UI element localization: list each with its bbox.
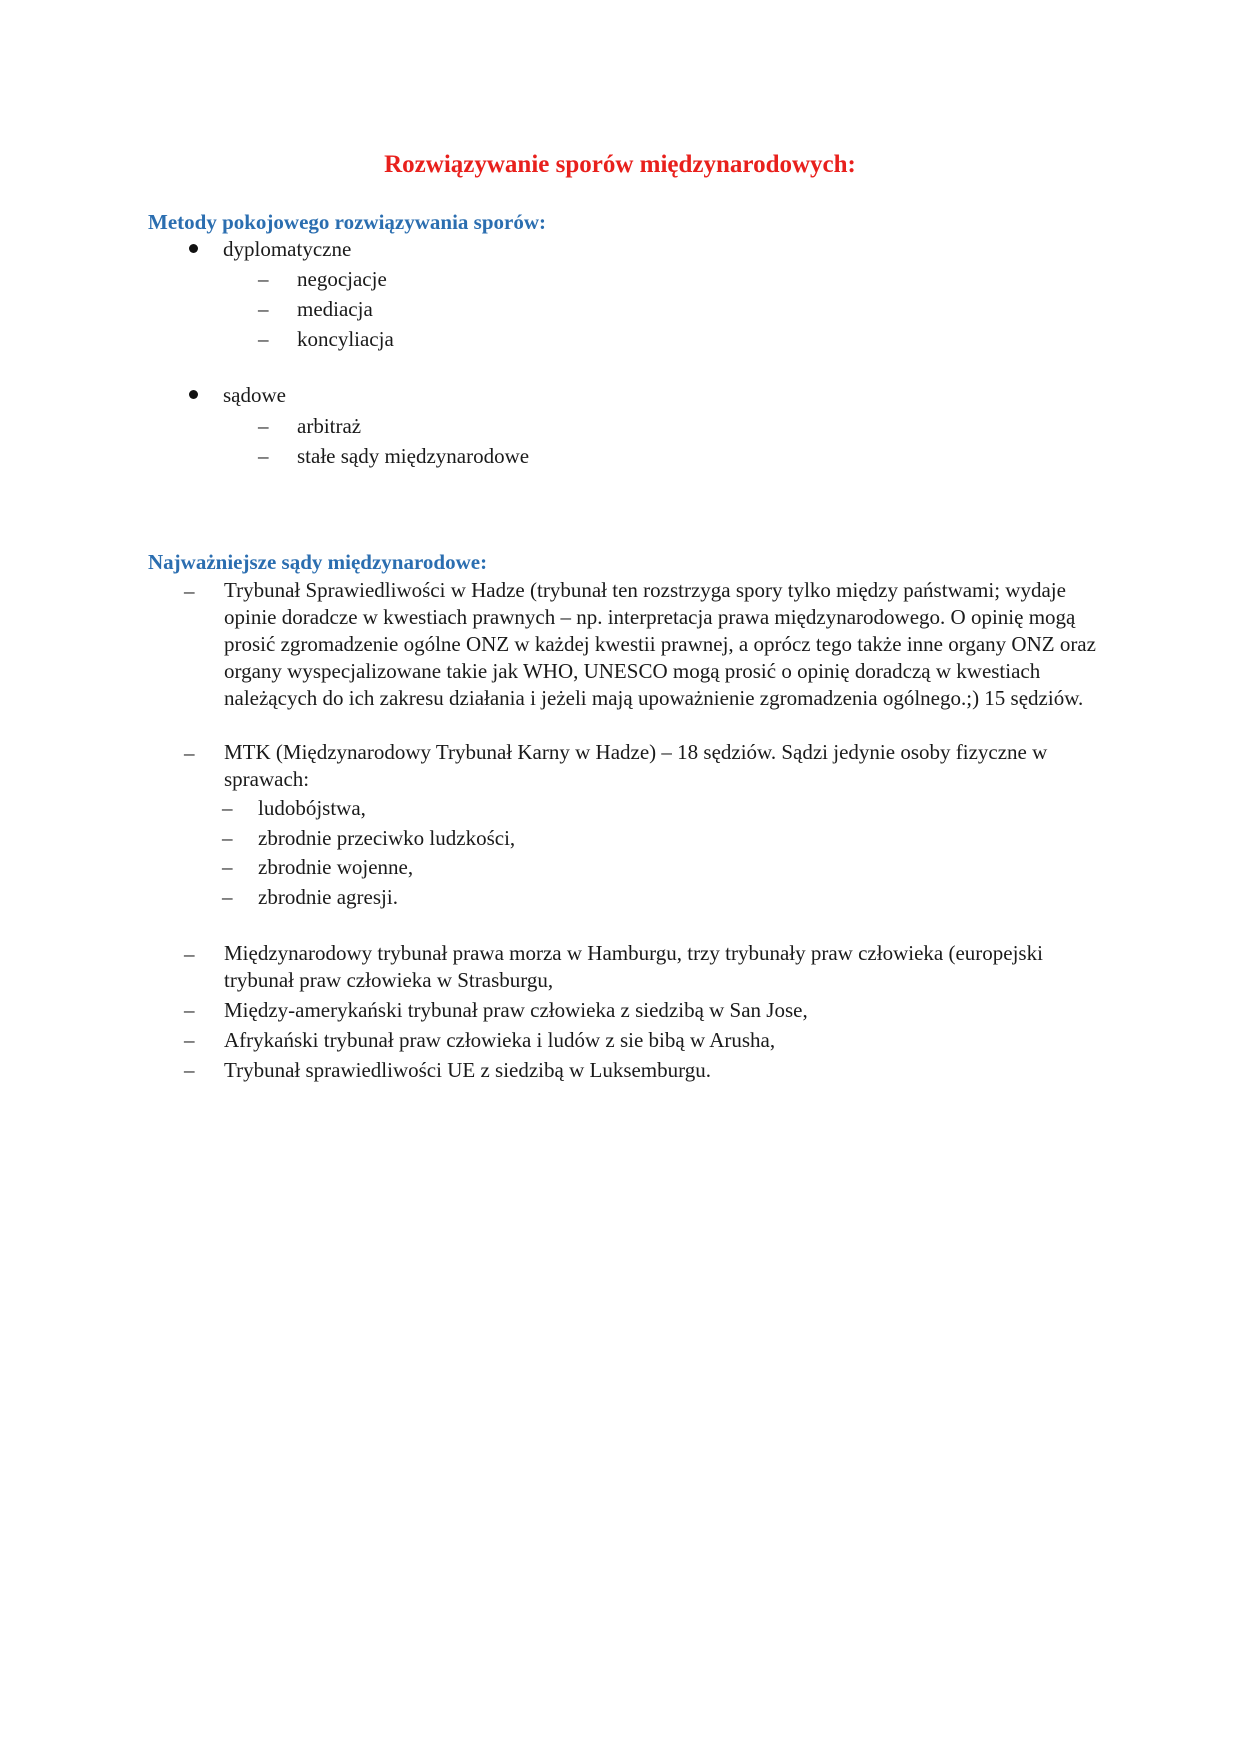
list-subitem: koncyliacja <box>297 327 394 351</box>
list-subitem: negocjacje <box>297 267 387 291</box>
court-item-iachr: Między-amerykański trybunał praw człowieka z siedzibą w San Jose, <box>224 998 808 1022</box>
dash-icon: – <box>222 826 233 850</box>
dash-icon: – <box>184 998 195 1022</box>
list-item-judicial: sądowe <box>223 383 286 407</box>
bullet-icon <box>189 390 198 399</box>
court-item-cjeu: Trybunał sprawiedliwości UE z siedzibą w Luksemburgu. <box>224 1058 712 1082</box>
court-item-icc: MTK (Międzynarodowy Trybunał Karny w Hadze) – 18 sędziów. Sądzi jedynie osoby fizyczne w sprawach: <box>224 740 1048 791</box>
list-subitem: arbitraż <box>297 414 362 438</box>
dash-icon: – <box>184 942 195 966</box>
bullet-icon <box>189 244 198 253</box>
dash-icon: – <box>258 414 269 438</box>
dash-icon: – <box>258 297 269 321</box>
list-item-diplomatic: dyplomatyczne <box>223 237 352 261</box>
dash-icon: – <box>184 1028 195 1052</box>
section-heading-courts: Najważniejsze sądy międzynarodowe: <box>148 550 488 574</box>
crime-item: zbrodnie agresji. <box>258 885 398 909</box>
dash-icon: – <box>184 579 195 603</box>
crime-item: ludobójstwa, <box>258 796 366 820</box>
crime-item: zbrodnie przeciwko ludzkości, <box>258 826 516 850</box>
dash-icon: – <box>222 885 233 909</box>
list-subitem: stałe sądy międzynarodowe <box>297 444 530 468</box>
dash-icon: – <box>222 796 233 820</box>
court-item-itlos: Międzynarodowy trybunał prawa morza w Hamburgu, trzy trybunały praw człowieka (europejski trybunał praw człowieka w Strasburgu, <box>224 941 1043 992</box>
dash-icon: – <box>184 1058 195 1082</box>
list-subitem: mediacja <box>297 297 373 321</box>
court-item-icj: Trybunał Sprawiedliwości w Hadze (trybunał ten rozstrzyga spory tylko między państwami; wydaje opinie doradcze w kwestiach prawnych – np. interpretacja prawa międzynarodowego. O opinię mogą prosić zgromadzenie ogólne ONZ w każdej kwestii prawnej, a oprócz tego także inne organy ONZ oraz organy wyspecjalizowane takie jak WHO, UNESCO mogą prosić o opinię doradczą w kwestiach należących do ich zakresu działania i jeżeli mają upoważnienie zgromadzenia ogólnego.;) 15 sędziów. <box>224 578 1096 710</box>
dash-icon: – <box>258 267 269 291</box>
dash-icon: – <box>222 855 233 879</box>
section-heading-methods: Metody pokojowego rozwiązywania sporów: <box>148 210 546 234</box>
dash-icon: – <box>258 327 269 351</box>
court-item-african: Afrykański trybunał praw człowieka i ludów z sie bibą w Arusha, <box>224 1028 776 1052</box>
dash-icon: – <box>184 741 195 765</box>
crime-item: zbrodnie wojenne, <box>258 855 414 879</box>
document-title: Rozwiązywanie sporów międzynarodowych: <box>384 151 856 178</box>
dash-icon: – <box>258 444 269 468</box>
